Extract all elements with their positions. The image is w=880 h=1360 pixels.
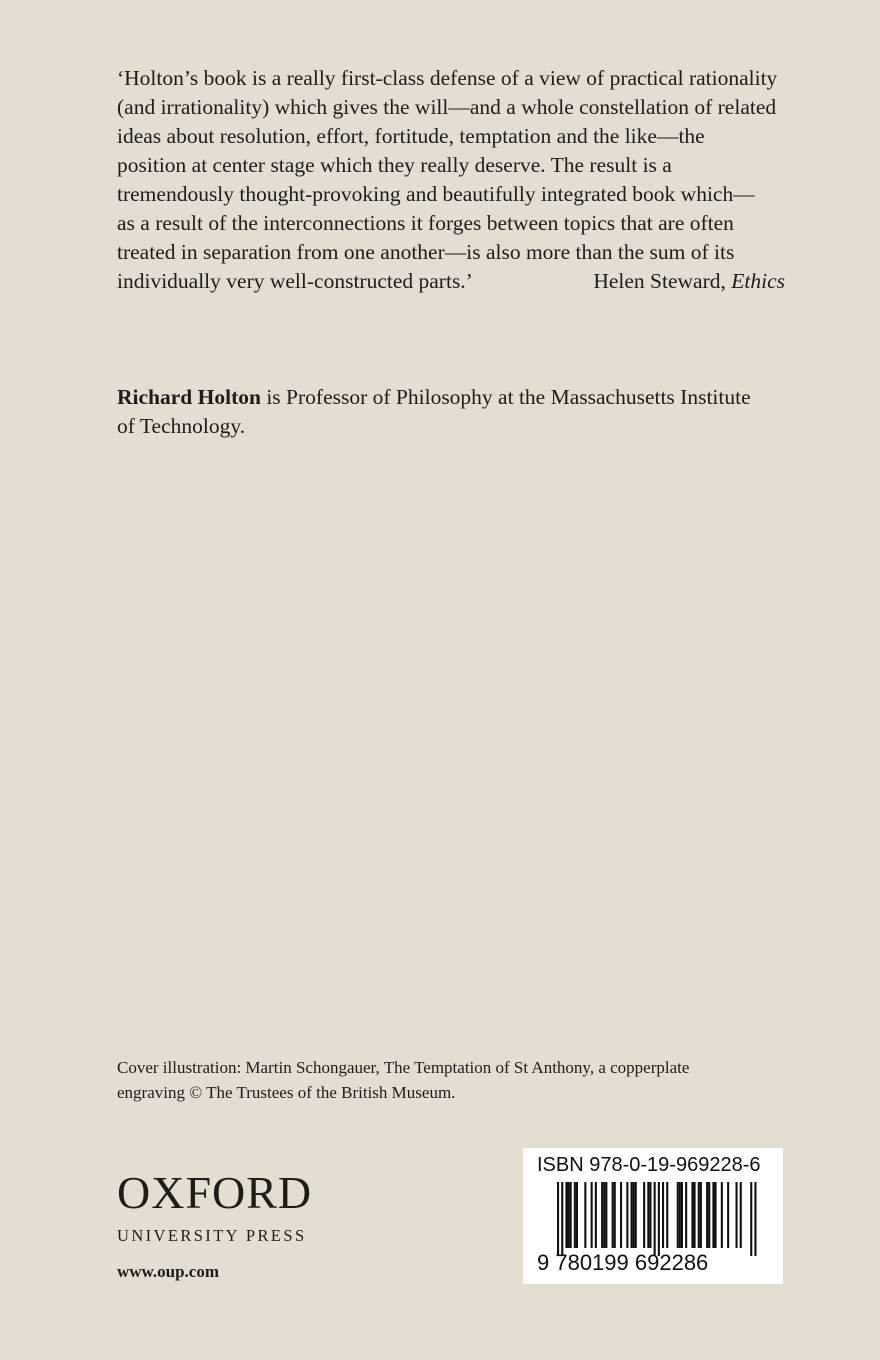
- quote-line: as a result of the interconnections it forges between topics that are often: [117, 211, 734, 235]
- barcode-bar: [736, 1182, 738, 1248]
- barcode-bar: [643, 1182, 645, 1248]
- barcode-bar: [626, 1182, 628, 1248]
- barcode-bar: [715, 1182, 717, 1248]
- bio-line: of Technology.: [117, 414, 246, 438]
- credit-line: Cover illustration: Martin Schongauer, The Temptation of St Anthony, a copperplate: [117, 1058, 690, 1077]
- bio-line: [117, 383, 797, 412]
- barcode-bar: [698, 1182, 700, 1248]
- barcode-bar: [658, 1182, 660, 1256]
- quote-line: ‘Holton’s book is a really first-class defense of a view of practical rationality: [117, 66, 778, 90]
- isbn-label: ISBN 978-0-19-969228-6: [537, 1154, 761, 1176]
- quote-line: ideas about resolution, effort, fortitude, temptation and the like—the: [117, 124, 705, 148]
- barcode-bar: [605, 1182, 607, 1248]
- barcode-bar: [727, 1182, 729, 1248]
- barcode-bar: [561, 1182, 563, 1256]
- barcode-bar: [649, 1182, 651, 1248]
- barcode-bar: [712, 1182, 714, 1248]
- barcode-bar: [700, 1182, 702, 1248]
- barcode-bar: [694, 1182, 696, 1248]
- isbn-barcode: [523, 1148, 783, 1284]
- barcode-bar: [691, 1182, 693, 1248]
- publisher-logo: [117, 1167, 313, 1246]
- barcode-bar: [574, 1182, 576, 1248]
- publisher-name: OXFORD: [117, 1167, 313, 1218]
- barcode-bar: [565, 1182, 567, 1248]
- barcode-bar: [677, 1182, 679, 1248]
- barcode-bar: [633, 1182, 635, 1248]
- barcode-bar: [584, 1182, 586, 1248]
- review-quote: [117, 64, 797, 296]
- barcode-bar: [612, 1182, 614, 1248]
- barcode-bar: [708, 1182, 710, 1248]
- barcode-bar: [576, 1182, 578, 1248]
- attribution-journal: Ethics: [731, 269, 785, 293]
- quote-line: position at center stage which they really deserve. The result is a: [117, 153, 672, 177]
- quote-last-line: [117, 267, 785, 296]
- publisher-url[interactable]: www.oup.com: [117, 1262, 220, 1281]
- barcode-bar: [631, 1182, 633, 1248]
- bio-text: is Professor of Philosophy at the Massachusetts Institute: [260, 385, 751, 409]
- barcode-bar: [603, 1182, 605, 1248]
- quote-line: individually very well-constructed parts.’: [117, 269, 473, 293]
- quote-line: (and irrationality) which gives the will—and a whole constellation of related: [117, 95, 777, 119]
- barcode-bar: [750, 1182, 752, 1256]
- barcode-bar: [721, 1182, 723, 1248]
- cover-credit: [117, 1055, 757, 1105]
- barcode-bar: [591, 1182, 593, 1248]
- quote-line: tremendously thought-provoking and beautifully integrated book which—: [117, 182, 755, 206]
- quote-attribution: [593, 267, 785, 296]
- barcode-bar: [620, 1182, 622, 1248]
- barcode-bar: [557, 1182, 559, 1256]
- barcode-bar: [706, 1182, 708, 1248]
- barcode-bar: [568, 1182, 570, 1248]
- quote-line: treated in separation from one another—is also more than the sum of its: [117, 240, 735, 264]
- barcode-bar: [685, 1182, 687, 1248]
- barcode-bar: [614, 1182, 616, 1248]
- credit-line: engraving © The Trustees of the British Museum.: [117, 1083, 456, 1102]
- attribution-author: Helen Steward,: [593, 269, 726, 293]
- barcode-bar: [595, 1182, 597, 1248]
- author-name: Richard Holton: [117, 385, 261, 409]
- barcode-bar: [666, 1182, 668, 1248]
- author-bio: [117, 383, 797, 441]
- barcode-bar: [662, 1182, 664, 1248]
- barcode-bar: [635, 1182, 637, 1248]
- barcode-bar: [647, 1182, 649, 1248]
- barcode-bar: [654, 1182, 656, 1256]
- barcode-bar: [681, 1182, 683, 1248]
- barcode-bar: [754, 1182, 756, 1256]
- barcode-digits: 9 780199 692286: [537, 1250, 709, 1275]
- barcode-bar: [601, 1182, 603, 1248]
- barcode-bar: [679, 1182, 681, 1248]
- barcode-bar: [740, 1182, 742, 1248]
- publisher-subtitle: UNIVERSITY PRESS: [117, 1226, 307, 1245]
- barcode-bar: [570, 1182, 572, 1248]
